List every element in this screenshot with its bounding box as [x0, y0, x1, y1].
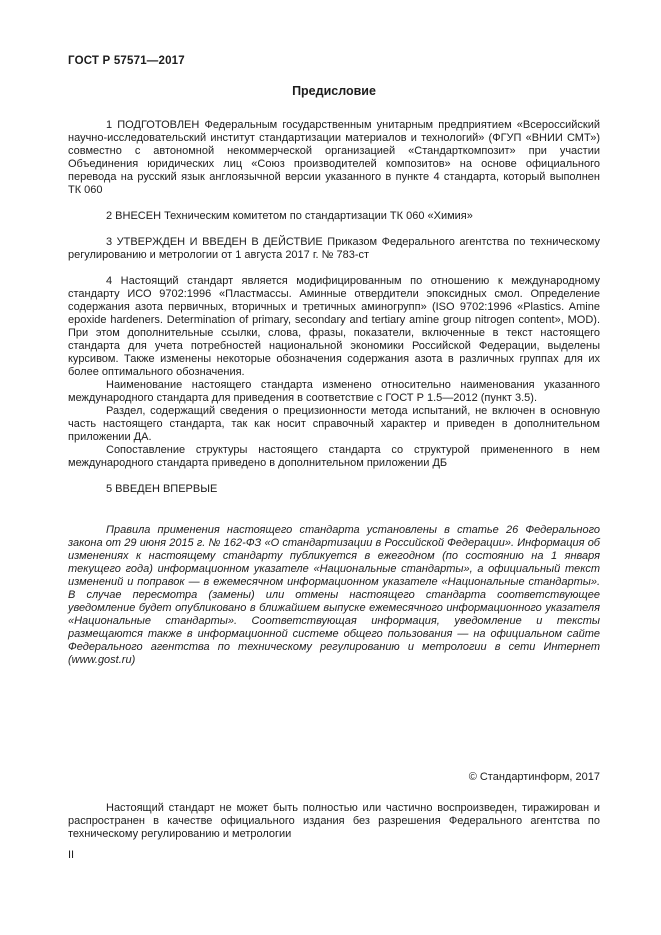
- clause-4-name-change: Наименование настоящего стандарта изменено относительно наименования указанного международного стандарта для приведения в соответствие с ГОСТ Р 1.5—2012 (пункт 3.5).: [68, 379, 600, 404]
- clause-1-prepared-by: 1 ПОДГОТОВЛЕН Федеральным государственным унитарным предприятием «Всероссийский научно-исследовательский институт стандартизации материалов и технологий» (ФГУП «ВНИИ СМТ») совместно с автономной некоммерческой организацией «Стандарткомпозит» при участии Объединения юридических лиц «Союз производителей композитов» на основе официального перевода на русский язык англоязычной версии указанного в пункте 4 стандарта, который выполнен ТК 060: [68, 119, 600, 196]
- clause-3-approved: 3 УТВЕРЖДЕН И ВВЕДЕН В ДЕЙСТВИЕ Приказом Федерального агентства по техническому регулированию и метрологии от 1 августа 2017 г. № 783-ст: [68, 236, 600, 261]
- doc-number: ГОСТ Р 57571—2017: [68, 55, 185, 67]
- application-rules-note: Правила применения настоящего стандарта установлены в статье 26 Федерального закона от 29 июня 2015 г. № 162-ФЗ «О стандартизации в Российской Федерации». Информация об изменениях к настоящему стандарту публикуется в ежегодном (по состоянию на 1 января текущего года) информационном указателе «Национальные стандарты», а официальный текст изменений и поправок — в ежемесячном информационном указателе «Национальные стандарты». В случае пересмотра (замены) или отмены настоящего стандарта соответствующее уведомление будет опубликовано в ближайшем выпуске ежемесячного информационного указателя «Национальные стандарты». Соответствующая информация, уведомление и тексты размещаются также в информационной системе общего пользования — на официальном сайте Федерального агентства по техническому регулированию и метрологии в сети Интернет (www.gost.ru): [68, 524, 600, 666]
- clause-4-structure-comparison: Сопоставление структуры настоящего стандарта со структурой примененного в нем международного стандарта приведено в дополнительном приложении ДБ: [68, 444, 600, 469]
- reproduction-restriction-note: Настоящий стандарт не может быть полностью или частично воспроизведен, тиражирован и распространен в качестве официального издания без разрешения Федерального агентства по техническому регулированию и метрологии: [68, 802, 600, 840]
- clause-5-first-edition: 5 ВВЕДЕН ВПЕРВЫЕ: [106, 483, 218, 495]
- clause-4-main: 4 Настоящий стандарт является модифицированным по отношению к международному стандарту ИСО 9702:1996 «Пластмассы. Аминные отвердители эпоксидных смол. Определение содержания азота первичных, вторичных и третичных аминогрупп» (ISO 9702:1996 «Plastics. Amine epoxide hardeners. Determination of primary, secondary and tertiary amine group nitrogen content», MOD). При этом дополнительные ссылки, слова, фразы, показатели, включенные в текст настоящего стандарта для учета потребностей национальной экономики Российской Федерации, выделены курсивом. Также изменены некоторые обозначения содержания азота в различных группах для их более оптимального обозначения.: [68, 275, 600, 378]
- clause-4-modification-details: [68, 275, 600, 470]
- clause-2-submitted-by: 2 ВНЕСЕН Техническим комитетом по стандартизации ТК 060 «Химия»: [106, 210, 473, 222]
- page-number: II: [68, 849, 75, 861]
- clause-4-precision-section: Раздел, содержащий сведения о прецизионности метода испытаний, не включен в основную часть настоящего стандарта, так как носит справочный характер и приведен в дополнительном приложении ДА.: [68, 405, 600, 443]
- copyright-line: © Стандартинформ, 2017: [468, 771, 600, 783]
- page-title: Предисловие: [292, 84, 376, 98]
